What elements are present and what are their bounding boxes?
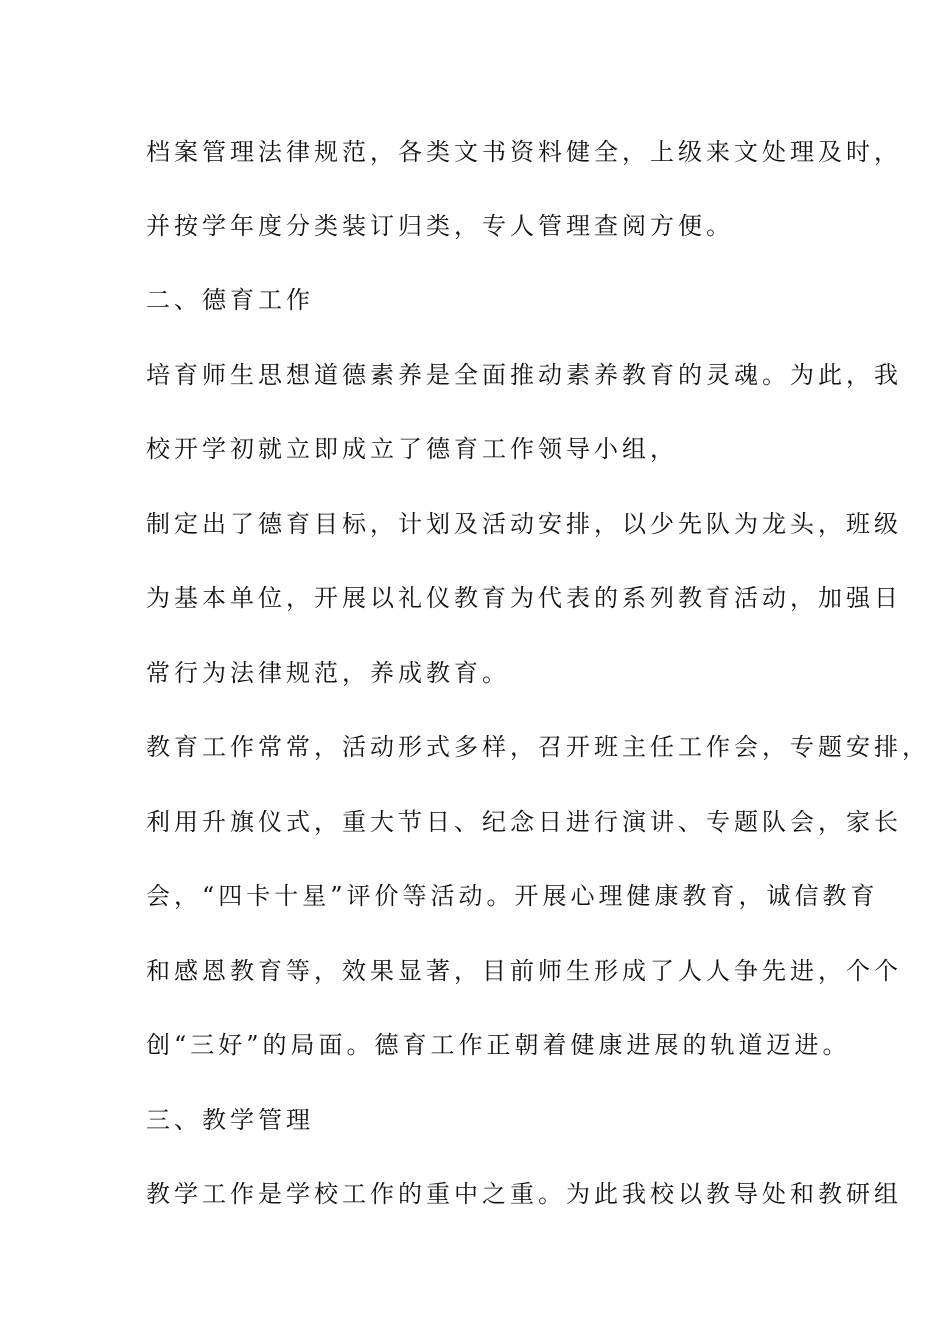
text-line: 制定出了德育目标，计划及活动安排，以少先队为龙头，班级 — [146, 510, 902, 538]
text-line: 和感恩教育等，效果显著，目前师生形成了人人争先进，个个 — [146, 957, 902, 985]
text-line: 教学工作是学校工作的重中之重。为此我校以教导处和教研组 — [146, 1180, 902, 1208]
text-line: 创“三好”的局面。德育工作正朝着健康进展的轨道迈进。 — [146, 1031, 851, 1059]
text-line: 常行为法律规范，养成教育。 — [146, 659, 510, 687]
text-line: 档案管理法律规范，各类文书资料健全，上级来文处理及时， — [146, 138, 902, 166]
text-line: 教育工作常常，活动形式多样，召开班主任工作会，专题安排， — [146, 733, 930, 761]
text-line: 培育师生思想道德素养是全面推动素养教育的灵魂。为此，我 — [146, 361, 902, 389]
section-heading-teaching-management: 三、教学管理 — [146, 1106, 314, 1134]
section-heading-moral-education: 二、德育工作 — [146, 286, 314, 314]
text-line: 为基本单位，开展以礼仪教育为代表的系列教育活动，加强日 — [146, 584, 902, 612]
text-line: 利用升旗仪式，重大节日、纪念日进行演讲、专题队会，家长 — [146, 808, 902, 836]
text-line: 会，“四卡十星”评价等活动。开展心理健康教育，诚信教育 — [146, 882, 879, 910]
text-line: 并按学年度分类装订归类，专人管理查阅方便。 — [146, 212, 734, 240]
text-line: 校开学初就立即成立了德育工作领导小组， — [146, 435, 678, 463]
